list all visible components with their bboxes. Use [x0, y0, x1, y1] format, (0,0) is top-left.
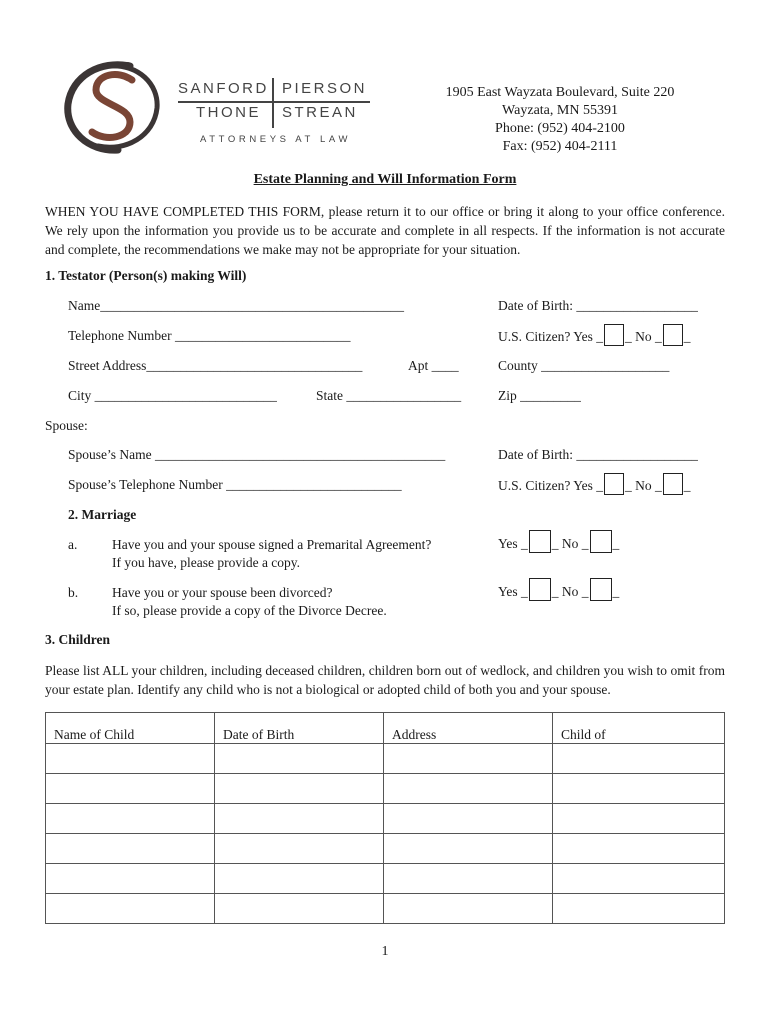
testator-citizen-no-checkbox[interactable] — [663, 324, 683, 346]
marriage-a-letter: a. — [68, 537, 78, 552]
marriage-a-yes-label: Yes _ — [498, 536, 528, 551]
testator-citizen-yes-checkbox[interactable] — [604, 324, 624, 346]
testator-citizen-row — [498, 324, 691, 346]
marriage-b-yes-label: Yes _ — [498, 584, 528, 599]
firm-name-strean: STREAN — [282, 104, 358, 121]
testator-name-field[interactable]: Name_____________________________________________ — [68, 298, 404, 313]
spouse-dob-field[interactable]: Date of Birth: __________________ — [498, 447, 698, 462]
table-row — [46, 774, 725, 804]
child-name-cell[interactable] — [46, 804, 215, 834]
marriage-b-question: Have you or your spouse been divorced? — [112, 585, 333, 600]
child-dob-cell[interactable] — [215, 804, 384, 834]
child-child-of-cell[interactable] — [553, 804, 725, 834]
marriage-a-note: If you have, please provide a copy. — [112, 555, 301, 570]
firm-name-thone: THONE — [196, 104, 261, 121]
testator-street-field[interactable]: Street Address________________________________ — [68, 358, 363, 373]
child-child-of-cell[interactable] — [553, 774, 725, 804]
spouse-citizen-yes-checkbox[interactable] — [604, 473, 624, 495]
column-header-address: Address — [384, 713, 553, 744]
form-title — [0, 172, 770, 188]
child-dob-cell[interactable] — [215, 894, 384, 924]
spouse-citizen-yes-tail: _ No _ — [625, 478, 662, 493]
marriage-b-no-label: _ No _ — [551, 584, 589, 599]
page-number: 1 — [381, 944, 389, 959]
testator-telephone-field[interactable]: Telephone Number __________________________ — [68, 328, 351, 343]
table-row — [46, 834, 725, 864]
address-phone: Phone: (952) 404-2100 — [495, 121, 625, 136]
spouse-citizen-label: U.S. Citizen? Yes _ — [498, 478, 604, 493]
marriage-b-tail: _ — [612, 584, 620, 599]
child-address-cell[interactable] — [384, 834, 553, 864]
logo-divider-vertical — [272, 78, 274, 128]
spouse-citizen-row — [498, 473, 691, 495]
child-child-of-cell[interactable] — [553, 834, 725, 864]
table-row — [46, 864, 725, 894]
child-name-cell[interactable] — [46, 834, 215, 864]
column-header-child-of: Child of — [553, 713, 725, 744]
child-dob-cell[interactable] — [215, 864, 384, 894]
spouse-citizen-no-checkbox[interactable] — [663, 473, 683, 495]
testator-citizen-yes-tail: _ No _ — [625, 329, 662, 344]
firm-address — [420, 84, 700, 156]
table-row — [46, 804, 725, 834]
marriage-a-options — [498, 530, 619, 553]
testator-county-field[interactable]: County ___________________ — [498, 358, 670, 373]
testator-citizen-no-tail: _ — [683, 329, 691, 344]
column-header-dob: Date of Birth — [215, 713, 384, 744]
marriage-b-letter: b. — [68, 585, 79, 600]
table-row — [46, 894, 725, 924]
marriage-a-yes-checkbox[interactable] — [529, 530, 551, 553]
testator-city-field[interactable]: City ___________________________ — [68, 388, 277, 403]
address-city: Wayzata, MN 55391 — [502, 103, 618, 118]
child-name-cell[interactable] — [46, 744, 215, 774]
child-address-cell[interactable] — [384, 894, 553, 924]
section1-heading: 1. Testator (Person(s) making Will) — [45, 268, 247, 283]
marriage-b-note: If so, please provide a copy of the Divorce Decree. — [112, 603, 387, 618]
child-child-of-cell[interactable] — [553, 864, 725, 894]
spouse-telephone-field[interactable]: Spouse’s Telephone Number __________________________ — [68, 477, 402, 492]
spouse-citizen-no-tail: _ — [683, 478, 691, 493]
child-address-cell[interactable] — [384, 744, 553, 774]
child-name-cell[interactable] — [46, 774, 215, 804]
marriage-a-no-checkbox[interactable] — [590, 530, 612, 553]
child-dob-cell[interactable] — [215, 744, 384, 774]
spouse-label: Spouse: — [45, 418, 88, 433]
testator-zip-field[interactable]: Zip _________ — [498, 388, 581, 403]
children-table — [45, 712, 725, 924]
testator-apt-field[interactable]: Apt ____ — [408, 358, 459, 373]
address-street: 1905 East Wayzata Boulevard, Suite 220 — [445, 85, 675, 100]
child-name-cell[interactable] — [46, 864, 215, 894]
logo-divider-horizontal — [178, 101, 370, 103]
child-address-cell[interactable] — [384, 864, 553, 894]
section3-heading: 3. Children — [45, 632, 111, 647]
marriage-a-no-label: _ No _ — [551, 536, 589, 551]
child-name-cell[interactable] — [46, 894, 215, 924]
marriage-b-yes-checkbox[interactable] — [529, 578, 551, 601]
table-row — [46, 744, 725, 774]
testator-dob-field[interactable]: Date of Birth: __________________ — [498, 298, 698, 313]
firm-subtitle: ATTORNEYS AT LAW — [200, 134, 352, 145]
form-title-text: Estate Planning and Will Information Form — [253, 172, 517, 187]
firm-logo-s-icon — [60, 58, 165, 156]
firm-name-pierson: PIERSON — [282, 80, 368, 97]
children-table-header — [46, 713, 725, 744]
intro-paragraph: WHEN YOU HAVE COMPLETED THIS FORM, please return it to our office or bring it along to your office conference. We rely upon the information you provide us to be accurate and complete in all respects. If the information is not accurate and complete, the recommendations we make may not be appropriate for your situation. — [45, 204, 725, 257]
section2-heading: 2. Marriage — [68, 507, 137, 522]
address-fax: Fax: (952) 404-2111 — [502, 139, 618, 154]
child-child-of-cell[interactable] — [553, 894, 725, 924]
marriage-a-question: Have you and your spouse signed a Premarital Agreement? — [112, 537, 432, 552]
child-address-cell[interactable] — [384, 804, 553, 834]
firm-name-sanford: SANFORD — [178, 80, 269, 97]
marriage-a-tail: _ — [612, 536, 620, 551]
child-dob-cell[interactable] — [215, 834, 384, 864]
children-instructions: Please list ALL your children, including deceased children, children born out of wedlock, and children you wish to omit from your estate plan. Identify any child who is not a biological or adopted child of both you and your spouse. — [45, 663, 725, 697]
spouse-name-field[interactable]: Spouse’s Name ___________________________________________ — [68, 447, 446, 462]
column-header-name: Name of Child — [46, 713, 215, 744]
testator-citizen-label: U.S. Citizen? Yes _ — [498, 329, 604, 344]
marriage-b-no-checkbox[interactable] — [590, 578, 612, 601]
testator-state-field[interactable]: State _________________ — [316, 388, 462, 403]
child-address-cell[interactable] — [384, 774, 553, 804]
child-child-of-cell[interactable] — [553, 744, 725, 774]
child-dob-cell[interactable] — [215, 774, 384, 804]
marriage-b-options — [498, 578, 619, 601]
